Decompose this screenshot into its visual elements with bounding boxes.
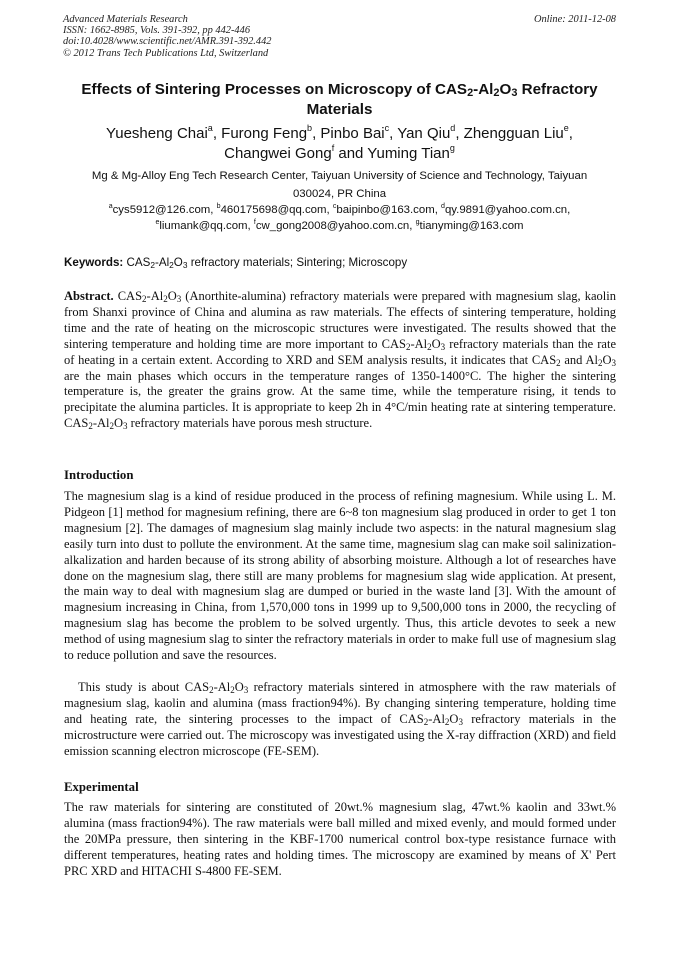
experimental-heading: Experimental xyxy=(64,780,139,794)
email[interactable]: $^d$qy.9891@yahoo.com.cn xyxy=(441,203,568,216)
author: Yuesheng Chai$^a$ xyxy=(106,123,213,142)
title-text: O xyxy=(499,81,512,98)
paper-title xyxy=(63,80,616,120)
title-subscript: 2 xyxy=(493,87,500,99)
email-list: $^a$cys5912@126.com, $^b$460175698@qq.com, $^c$baipinbo@163.com, $^d$qy.9891@yahoo.com.cn, $^e$liumank@qq.com, $^f$cw_gong2008@yahoo.com.cn, $^g$tianyming@163.com xyxy=(108,203,571,232)
affiliation-line: 030024, PR China xyxy=(292,188,387,200)
author: Yuming Tian$^g$ xyxy=(367,143,455,162)
author: Zhengguan Liu$^e$ xyxy=(463,123,569,142)
experimental-paragraph: The raw materials for sintering are constituted of 20wt.% magnesium slag, 47wt.% kaolin and 33wt.% alumina (mass fraction94%). The raw materials were ball milled and mixed evenly, and mould formed under the 20MPa pressure, then sintering in the KBF-1700 numerical control box-type resistance furnace with different temperatures, heating rates and holding times. The microscopy are examined by means of X' Pert PRC XRD and HITACHI S-4800 FE-SEM. xyxy=(64,800,616,878)
introduction-paragraph: The magnesium slag is a kind of residue produced in the process of refining magnesium. While using L. M. Pidgeon [1] method for magnesium refining, there are 6~8 ton magnesium slag produced in order to get 1 ton magnesium [2]. The damages of magnesium slag mainly include two aspects: in the natural magnesium slag easily turn into dust to pollute the environment. At the same time, magnesium slag can make soil salinization-alkalization and harden because of its strong ability of absorbing moisture. Although a lot of researches have done on the magnesium slag, there still are many problems for magnesium slag wide application. At present, the main way to deal with magnesium slag are dumped or buried in the waste land [3]. With the amount of magnesium increasing in China, from 1,570,000 tons in 1999 up to 9,500,000 tons in 2000, the recycling of magnesium slag has become the problem to be solved urgently. Thus, this article devotes to seek a new method of using magnesium slag to sinter the refractory materials in order to make full use of magnesium slag to reduce pollution and save the resources. xyxy=(64,489,616,663)
email[interactable]: $^g$tianyming@163.com xyxy=(415,218,524,232)
title-text: -Al xyxy=(473,81,494,98)
journal-header xyxy=(63,14,616,59)
author: Yan Qiu$^d$ xyxy=(397,123,456,142)
author-list: Yuesheng Chai$^a$, Furong Feng$^b$, Pinbo Bai$^c$, Yan Qiu$^d$, Zhengguan Liu$^e$, Changwei Gong$^f$ and Yuming Tian$^g$ xyxy=(106,123,573,162)
abstract: Abstract. $CAS_2-Al_2O_3$ (Anorthite-alumina) refractory materials were prepared with magnesium slag, kaolin from Shanxi province of China and alumina as raw materials. The effects of sintering temperature, holding time and the rate of heating on the microscopic structures were investigated. The results showed that the sintering temperature and holding time are more important to $CAS_2-Al_2O_3$ refractory materials than the rate of heating in a certain extent. According to XRD and SEM analysis results, it indicates that $CAS_2$ and $Al_2O_3$ are the main phases which occurs in the temperature ranges of 1350-1400°C. The higher the sintering temperature is, the greater the grains grow. At the same time, while the temperature rising, it tends to precipitate the alumina particles. It is appropriate to keep 2h in 4°C/min heating rate at sintering temperature. $CAS_2-Al_2O_3$ refractory materials have porous mesh structure. xyxy=(64,289,616,432)
author: Furong Feng$^b$ xyxy=(221,123,313,142)
affiliation-line: Mg & Mg-Alloy Eng Tech Research Center, Taiyuan University of Science and Technology, Taiyuan xyxy=(91,170,588,182)
title-subscript: 3 xyxy=(511,87,518,99)
email[interactable]: $^f$cw_gong2008@yahoo.com.cn xyxy=(253,218,410,232)
abstract-label: Abstract. xyxy=(64,289,114,303)
doi-line: doi:10.4028/www.scientific.net/AMR.391-392.442 xyxy=(63,36,272,48)
issn-line: ISSN: 1662-8985, Vols. 391-392, pp 442-446 xyxy=(63,25,251,37)
affiliation xyxy=(63,167,616,203)
journal-name: Advanced Materials Research xyxy=(63,14,188,25)
online-date: Online: 2011-12-08 xyxy=(533,14,616,25)
email[interactable]: $^a$cys5912@126.com xyxy=(108,203,211,216)
copyright-line: © 2012 Trans Tech Publications Ltd, Switzerland xyxy=(63,47,269,59)
title-text: Effects of Sintering Processes on Microscopy of CAS xyxy=(81,81,468,98)
email[interactable]: $^b$460175698@qq.com xyxy=(216,203,327,216)
title-subscript: 2 xyxy=(467,87,474,99)
keywords-label: Keywords: xyxy=(64,256,124,269)
author: Pinbo Bai$^c$ xyxy=(320,123,390,142)
keywords: Keywords: $CAS_2-Al_2O_3$ refractory materials; Sintering; Microscopy xyxy=(64,256,408,270)
introduction-heading: Introduction xyxy=(64,468,134,482)
email[interactable]: $^e$liumank@qq.com xyxy=(155,218,248,232)
author: Changwei Gong$^f$ xyxy=(224,143,335,162)
email[interactable]: $^c$baipinbo@163.com xyxy=(332,203,435,216)
title-text: Refractory Materials xyxy=(306,81,598,118)
introduction-paragraph: This study is about $CAS_2-Al_2O_3$ refractory materials sintered in atmosphere with the raw materials of magnesium slag, kaolin and alumina (mass fraction94%). By changing sintering temperature, holding time and heating rate, the sintering processes to the impact of $CAS_2-Al_2O_3$ refractory materials in the microstructure were carried out. The microscopy was investigated using the X-ray diffraction (XRD) and field emission scanning electron microscope (FE-SEM). xyxy=(64,680,616,758)
